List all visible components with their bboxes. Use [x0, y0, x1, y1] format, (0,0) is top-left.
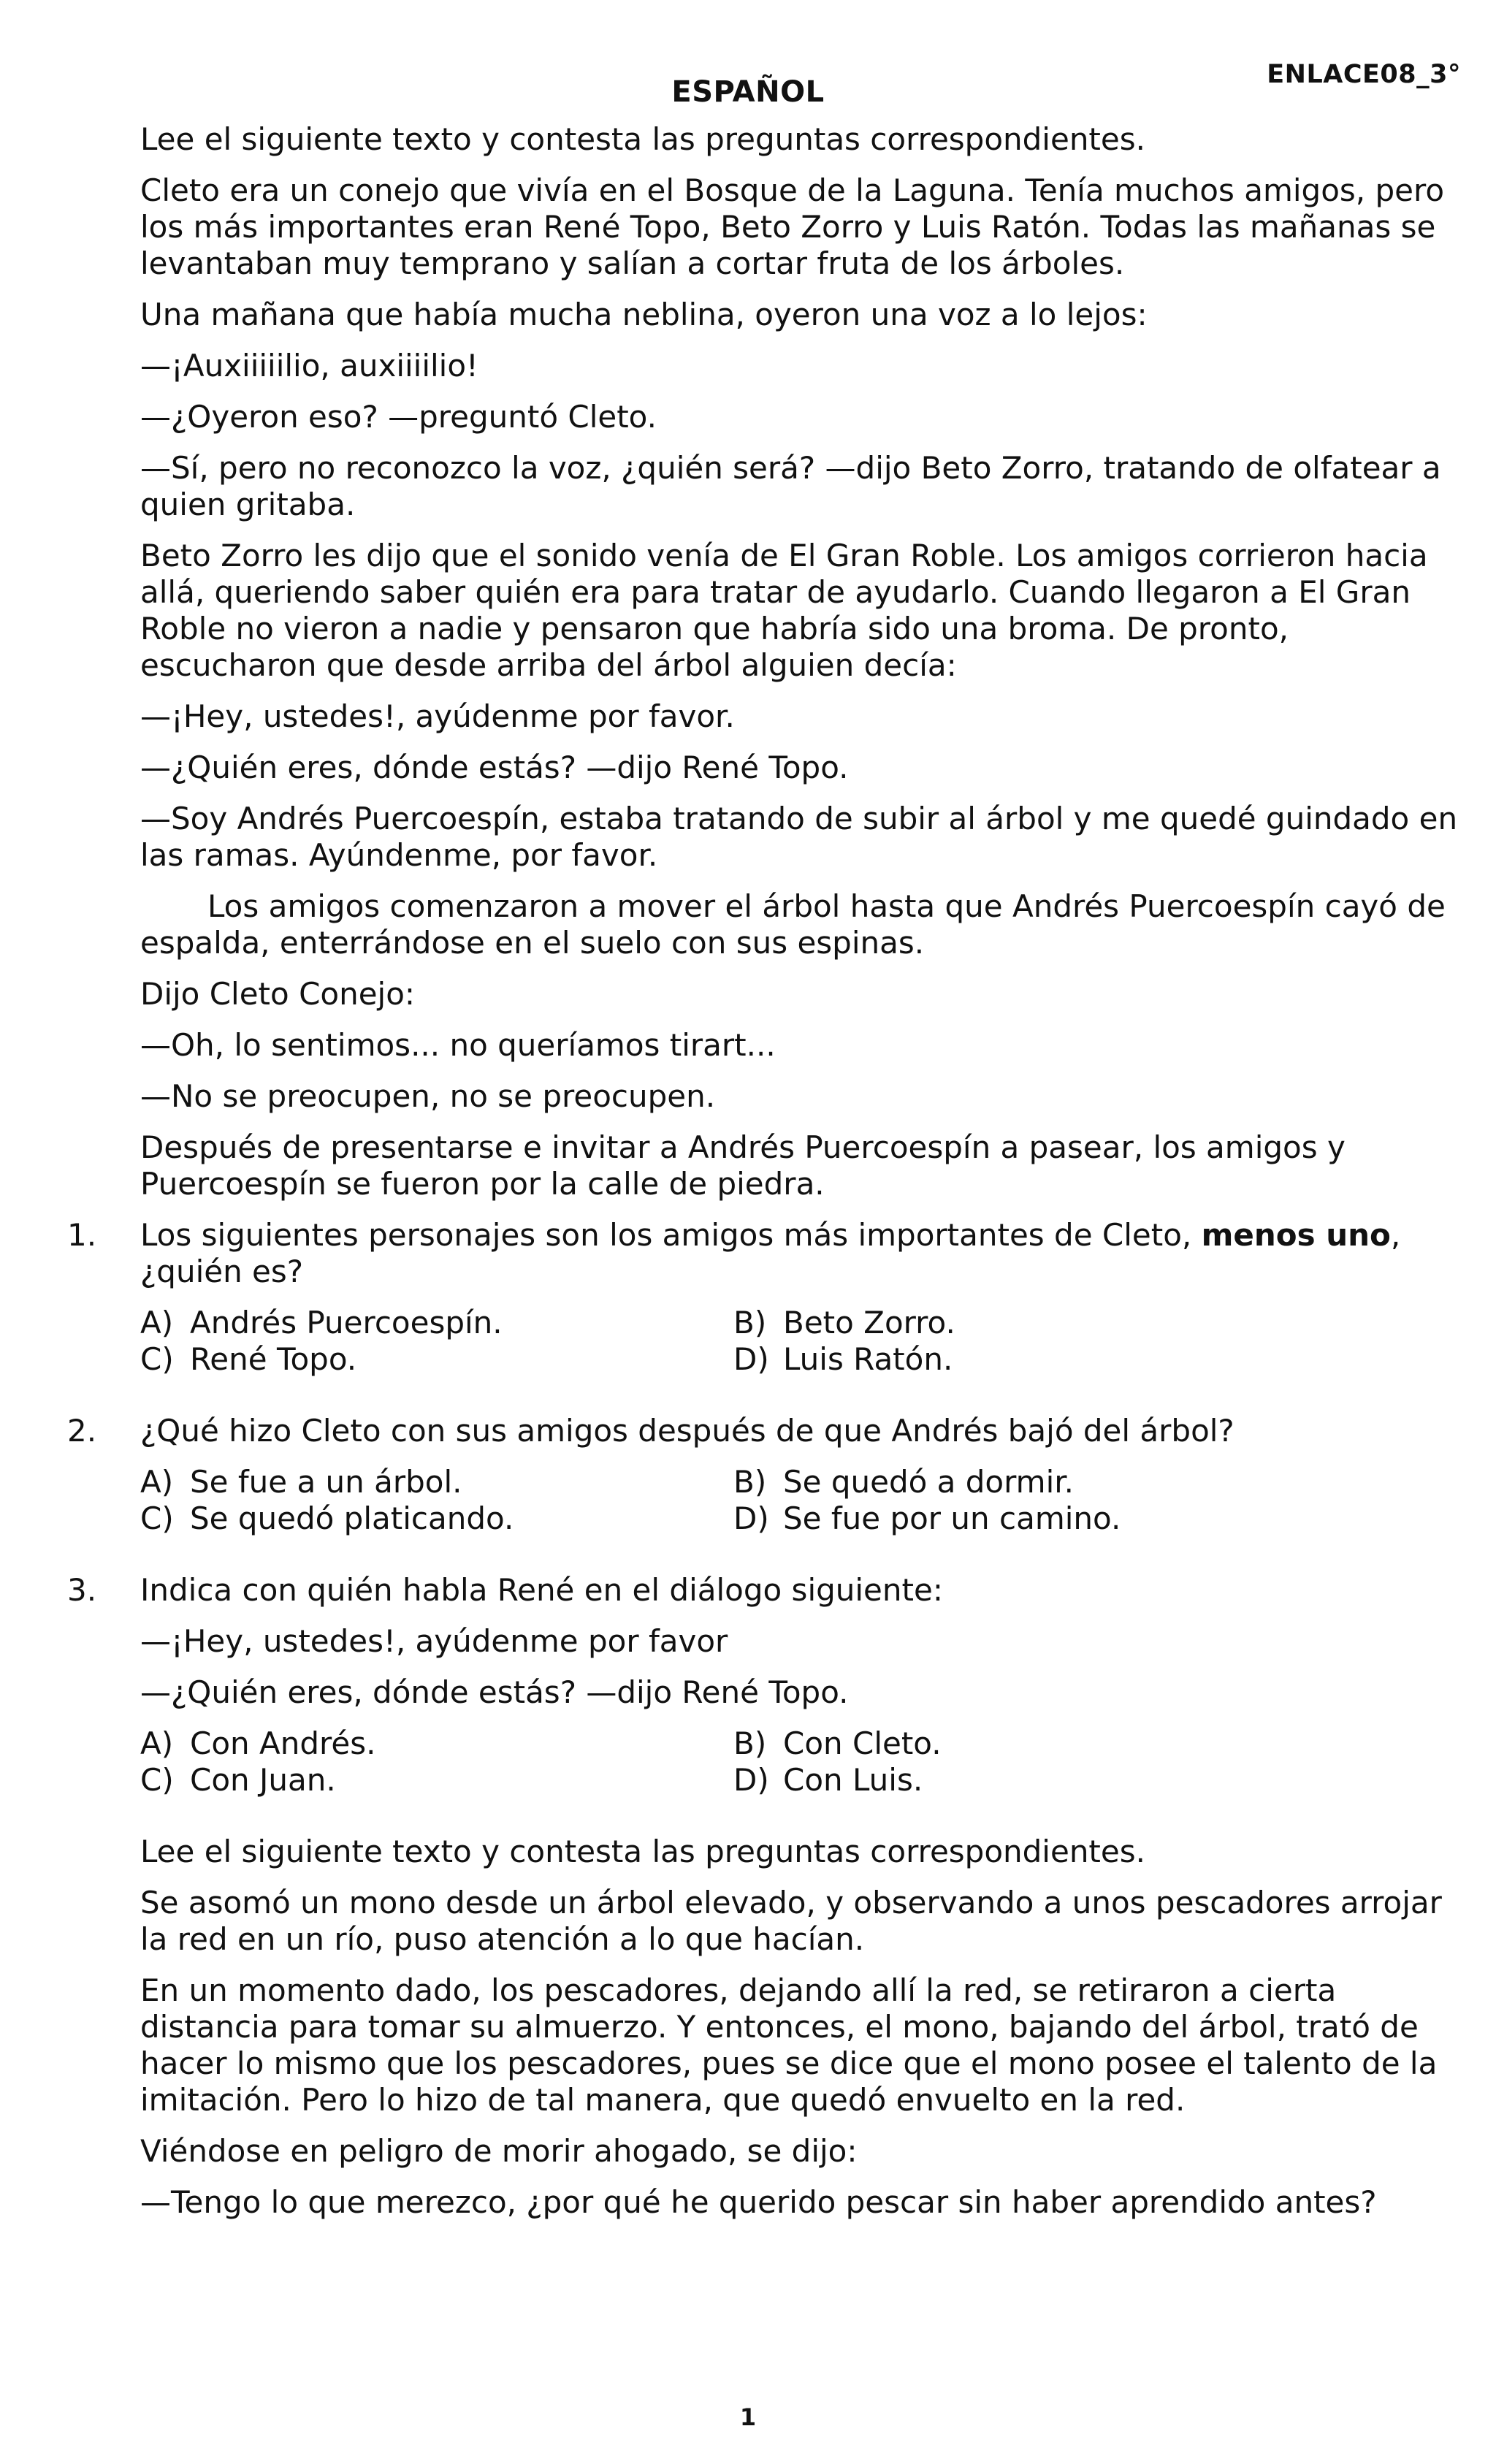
option-text: Beto Zorro.	[783, 1305, 955, 1340]
answer-option-a[interactable]	[140, 1464, 733, 1500]
answer-option-d[interactable]	[733, 1341, 1245, 1378]
option-text: Andrés Puercoespín.	[190, 1305, 503, 1340]
option-letter: D)	[733, 1500, 769, 1536]
option-letter: B)	[733, 1464, 767, 1500]
reading1-paragraph: Una mañana que había mucha neblina, oyeron una voz a lo lejos:	[140, 297, 1148, 332]
reading1-dialogue-line: —Oh, lo sentimos... no queríamos tirart...	[140, 1027, 776, 1063]
reading1-paragraph: Los amigos comenzaron a mover el árbol hasta que Andrés Puercoespín cayó de espalda, enterrándose en el suelo con sus espinas.	[140, 888, 1446, 961]
reading1-dialogue-line: —¡Auxiiiiilio, auxiiiilio!	[140, 348, 478, 384]
reading1-dialogue-line: —No se preocupen, no se preocupen.	[140, 1078, 716, 1114]
answer-option-c[interactable]	[140, 1500, 733, 1537]
answer-option-d[interactable]	[733, 1762, 1245, 1799]
page-content	[67, 121, 1459, 2235]
option-letter: A)	[140, 1464, 174, 1500]
answer-options	[140, 1305, 1459, 1378]
answer-options	[140, 1464, 1459, 1537]
question-number: 1.	[67, 1217, 97, 1253]
question-number: 3.	[67, 1572, 97, 1608]
reading1-instruction: Lee el siguiente texto y contesta las preguntas correspondientes.	[140, 121, 1145, 157]
reading1-dialogue-line: —¿Quién eres, dónde estás? —dijo René Topo.	[140, 750, 849, 785]
question-3	[67, 1572, 1459, 1799]
reading2-dialogue-line: —Tengo lo que merezco, ¿por qué he querido pescar sin haber aprendido antes?	[140, 2184, 1377, 2220]
option-letter: D)	[733, 1762, 769, 1798]
answer-option-c[interactable]	[140, 1341, 733, 1378]
reading1-paragraph: Después de presentarse e invitar a Andrés Puercoespín a pasear, los amigos y Puercoespín se fueron por la calle de piedra.	[140, 1129, 1346, 1202]
answer-option-c[interactable]	[140, 1762, 733, 1799]
exam-code: ENLACE08_3°	[1267, 60, 1461, 89]
option-text: Con Juan.	[190, 1762, 336, 1798]
option-text: Con Luis.	[783, 1762, 923, 1798]
page-title: ESPAÑOL	[671, 75, 825, 109]
reading2-paragraph: Se asomó un mono desde un árbol elevado, y observando a unos pescadores arrojar la red en un río, puso atención a lo que hacían.	[140, 1885, 1442, 1957]
option-letter: A)	[140, 1725, 174, 1761]
answer-option-d[interactable]	[733, 1500, 1245, 1537]
option-text: Con Andrés.	[190, 1725, 376, 1761]
question-number: 2.	[67, 1413, 97, 1449]
option-letter: C)	[140, 1500, 174, 1536]
reading1-paragraph: Cleto era un conejo que vivía en el Bosque de la Laguna. Tenía muchos amigos, pero los más importantes eran René Topo, Beto Zorro y Luis Ratón. Todas las mañanas se levantaban muy temprano y salían a cortar fruta de los árboles.	[140, 172, 1445, 281]
question-1	[67, 1217, 1459, 1378]
option-letter: A)	[140, 1305, 174, 1340]
reading2-instruction: Lee el siguiente texto y contesta las preguntas correspondientes.	[140, 1834, 1145, 1869]
reading1-dialogue-line: —¿Oyeron eso? —preguntó Cleto.	[140, 399, 657, 435]
option-text: Se fue a un árbol.	[190, 1464, 462, 1500]
reading1-dialogue-line: —Sí, pero no reconozco la voz, ¿quién será? —dijo Beto Zorro, tratando de olfatear a quien gritaba.	[140, 450, 1441, 522]
option-text: René Topo.	[190, 1341, 357, 1377]
page-number: 1	[739, 2403, 757, 2431]
option-text: Con Cleto.	[783, 1725, 942, 1761]
question-2	[67, 1413, 1459, 1537]
reading1-paragraph: Beto Zorro les dijo que el sonido venía de El Gran Roble. Los amigos corrieron hacia allá, queriendo saber quién era para tratar de ayudarlo. Cuando llegaron a El Gran Roble no vieron a nadie y pensaron que habría sido una broma. De pronto, escucharon que desde arriba del árbol alguien decía:	[140, 538, 1428, 683]
option-letter: B)	[733, 1305, 767, 1340]
answer-options	[140, 1725, 1459, 1799]
answer-option-b[interactable]	[733, 1305, 1245, 1341]
option-letter: D)	[733, 1341, 769, 1377]
answer-option-b[interactable]	[733, 1464, 1245, 1500]
reading1-dialogue-line: —¡Hey, ustedes!, ayúdenme por favor.	[140, 698, 735, 734]
option-letter: C)	[140, 1762, 174, 1798]
answer-option-b[interactable]	[733, 1725, 1245, 1762]
reading2-paragraph: Viéndose en peligro de morir ahogado, se dijo:	[140, 2133, 858, 2169]
question-text-part: , ¿quién es?	[140, 1217, 1401, 1289]
question-text	[140, 1217, 1459, 1290]
answer-option-a[interactable]	[140, 1725, 733, 1762]
option-letter: C)	[140, 1341, 174, 1377]
question-dialogue-line: —¡Hey, ustedes!, ayúdenme por favor	[140, 1623, 728, 1659]
option-text: Se quedó a dormir.	[783, 1464, 1074, 1500]
option-text: Se quedó platicando.	[190, 1500, 514, 1536]
reading1-dialogue-line: —Soy Andrés Puercoespín, estaba tratando de subir al árbol y me quedé guindado en las ramas. Ayúndenme, por favor.	[140, 801, 1458, 873]
option-text: Se fue por un camino.	[783, 1500, 1121, 1536]
reading1-paragraph: Dijo Cleto Conejo:	[140, 976, 416, 1012]
question-dialogue-line: —¿Quién eres, dónde estás? —dijo René Topo.	[140, 1674, 849, 1710]
option-letter: B)	[733, 1725, 767, 1761]
answer-option-a[interactable]	[140, 1305, 733, 1341]
reading2-paragraph: En un momento dado, los pescadores, dejando allí la red, se retiraron a cierta distancia para tomar su almuerzo. Y entonces, el mono, bajando del árbol, trató de hacer lo mismo que los pescadores, pues se dice que el mono posee el talento de la imitación. Pero lo hizo de tal manera, que quedó envuelto en la red.	[140, 1972, 1438, 2118]
question-text-emphasis: menos uno	[1201, 1217, 1391, 1253]
question-text: Indica con quién habla René en el diálogo siguiente:	[140, 1572, 943, 1608]
question-text: ¿Qué hizo Cleto con sus amigos después de que Andrés bajó del árbol?	[140, 1413, 1234, 1449]
question-text-part: Los siguientes personajes son los amigos más importantes de Cleto,	[140, 1217, 1202, 1253]
option-text: Luis Ratón.	[783, 1341, 953, 1377]
